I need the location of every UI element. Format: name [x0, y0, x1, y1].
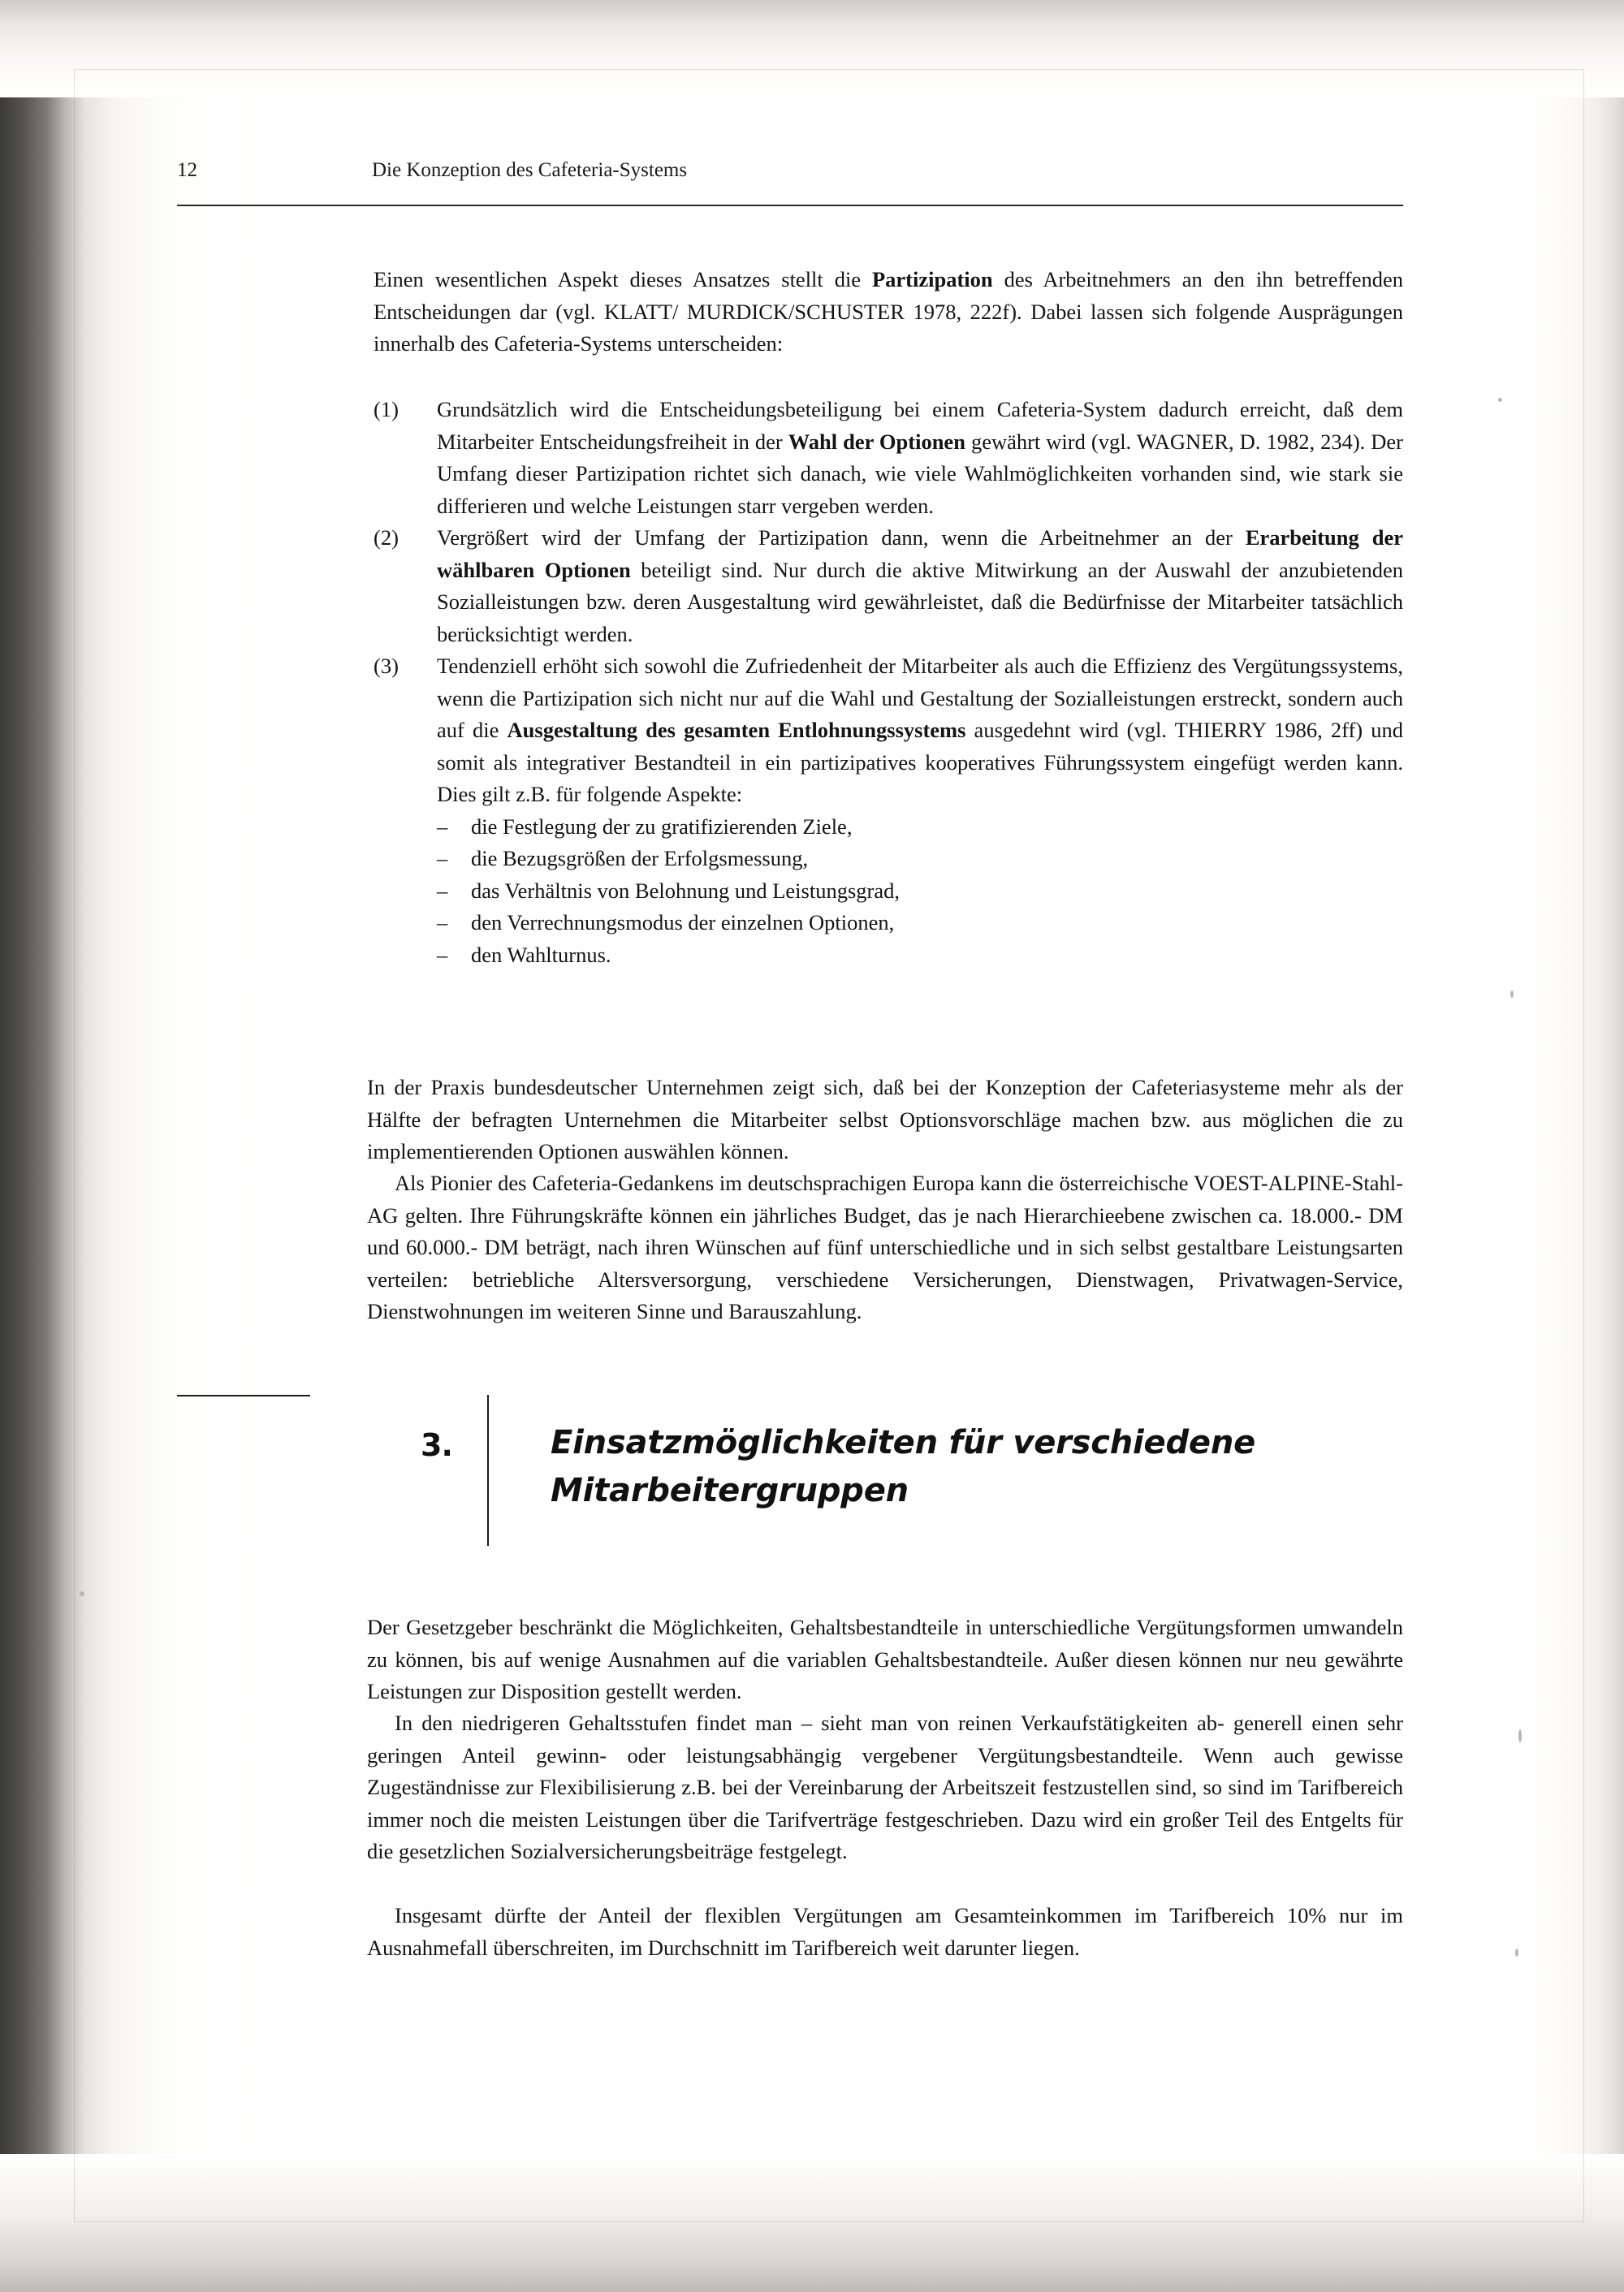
paragraph-praxis: In der Praxis bundesdeutscher Unternehmen zeigt sich, daß bei der Konzeption der Cafeteriasysteme mehr als der Hälfte der befragten Unternehmen die Mitarbeiter selbst Optionsvorschläge machen bzw. aus möglichen die zu implementierenden Optionen auswählen können. [367, 1075, 1403, 1163]
sub-list-item-label: den Verrechnungsmodus der einzelnen Optionen, [471, 910, 895, 934]
list-item-paragraph: Tendenziell erhöht sich sowohl die Zufriedenheit der Mitarbeiter als auch die Effizienz des Vergütungssystems, wenn die Partizipation sich nicht nur auf die Wahl und Gestaltung der Sozialleistungen erstreckt, sondern auch auf die Ausgestaltung des gesamten Entlohnungssystems ausgedehnt wird (vgl. THIERRY 1986, 2ff) und somit als integrativer Bestandteil in ein partizipatives kooperatives Führungssystem eingefügt werden kann. Dies gilt z.B. für folgende Aspekte: [437, 654, 1403, 806]
numbered-list [374, 394, 1403, 971]
sub-list-item-label: den Wahlturnus. [471, 942, 611, 967]
chapter-title-line-1: Einsatzmöglichkeiten für verschiedene [551, 1424, 1256, 1461]
list-item-text [437, 650, 1403, 971]
sub-list-item-label: das Verhältnis von Belohnung und Leistungsgrad, [471, 878, 900, 903]
sub-list [437, 811, 1403, 972]
dash-bullet: – [437, 910, 448, 934]
list-item-marker: (1) [374, 397, 399, 421]
dash-bullet: – [437, 846, 448, 870]
list-item-text: Vergrößert wird der Umfang der Partizipation dann, wenn die Arbeitnehmer an der Erarbeitung der wählbaren Optionen beteiligt sind. Nur durch die aktive Mitwirkung an der Auswahl der anzubietenden Sozialleistungen bzw. deren Ausgestaltung wird gewährleistet, daß die Bedürfnisse der Mitarbeiter tatsächlich berücksichtigt werden. [437, 525, 1403, 646]
list-item-marker: (3) [374, 654, 399, 678]
dash-bullet: – [437, 878, 448, 903]
sub-list-item-label: die Bezugsgrößen der Erfolgsmessung, [471, 846, 809, 870]
sub-list-item [437, 907, 1403, 939]
sub-list-item [437, 939, 1403, 972]
header-rule [177, 205, 1403, 206]
dash-bullet: – [437, 814, 448, 839]
running-head-title: Die Konzeption des Cafeteria-Systems [372, 159, 688, 181]
sub-list-item [437, 811, 1403, 844]
chapter-title [551, 1419, 1403, 1515]
list-item-marker: (2) [374, 525, 399, 550]
list-item [374, 522, 1403, 650]
chapter-title-line-2: Mitarbeitergruppen [551, 1472, 909, 1509]
page-number: 12 [177, 159, 197, 181]
running-head [177, 159, 1395, 182]
sub-list-item-label: die Festlegung der zu gratifizierenden Ziele, [471, 814, 853, 839]
paragraph-insgesamt: Insgesamt dürfte der Anteil der flexiblen Vergütungen am Gesamteinkommen im Tarifbereich 10% nur im Ausnahmefall überschreiten, im Durchschnitt im Tarifbereich weit darunter liegen. [367, 1903, 1403, 1960]
chapter-rule-top [177, 1395, 310, 1396]
paragraph-pionier: Als Pionier des Cafeteria-Gedankens im deutschsprachigen Europa kann die österreichische VOEST-ALPINE-Stahl-AG gelten. Ihre Führungskräfte können ein jährliches Budget, das je nach Hierarchieebene zwischen ca. 18.000.- DM und 60.000.- DM beträgt, nach ihren Wünschen auf fünf unterschiedliche und in sich selbst gestaltbare Leistungsarten verteilen: betriebliche Altersversorgung, verschiedene Versicherungen, Dienstwagen, Privatwagen-Service, Dienstwohnungen im weiteren Sinne und Barauszahlung. [367, 1171, 1403, 1323]
paragraph-gesetzgeber: Der Gesetzgeber beschränkt die Möglichkeiten, Gehaltsbestandteile in unterschiedliche Vergütungsformen umwandeln zu können, bis auf wenige Ausnahmen auf die variablen Gehaltsbestandteile. Außer diesen können nur neu gewährte Leistungen zur Disposition gestellt werden. [367, 1615, 1403, 1703]
paragraph-gehaltsstufen: In den niedrigeren Gehaltsstufen findet man – sieht man von reinen Verkaufstätigkeiten ab- generell einen sehr geringen Anteil gewinn- oder leistungsabhängig vergebener Vergütungsbestandteile. Wenn auch gewisse Zugeständnisse zur Flexibilisierung z.B. bei der Vereinbarung der Arbeitszeit festzustellen sind, so sind im Tarifbereich immer noch die meisten Leistungen über die Tarifverträge festgeschrieben. Dazu wird ein großer Teil des Entgelts für die gesetzlichen Sozialversicherungsbeiträge festgelegt. [367, 1711, 1403, 1863]
intro-paragraph: Einen wesentlichen Aspekt dieses Ansatzes stellt die Partizipation des Arbeitnehmers an den ihn betreffenden Entscheidungen dar (vgl. KLATT/ MURDICK/SCHUSTER 1978, 222f). Dabei lassen sich folgende Ausprägungen innerhalb des Cafeteria-Systems unterscheiden: [374, 267, 1403, 356]
chapter-rule-vertical [487, 1395, 489, 1546]
sub-list-item [437, 843, 1403, 875]
dash-bullet: – [437, 942, 448, 967]
chapter-number: 3. [421, 1427, 452, 1463]
list-item [374, 394, 1403, 522]
sub-list-item [437, 875, 1403, 908]
list-item [374, 650, 1403, 971]
list-item-text: Grundsätzlich wird die Entscheidungsbeteiligung bei einem Cafeteria-System dadurch erreicht, daß dem Mitarbeiter Entscheidungsfreiheit in der Wahl der Optionen gewährt wird (vgl. WAGNER, D. 1982, 234). Der Umfang dieser Partizipation richtet sich danach, wie viele Wahlmöglichkeiten vorhanden sind, wie stark sie differieren und welche Leistungen starr vergeben werden. [437, 397, 1403, 518]
